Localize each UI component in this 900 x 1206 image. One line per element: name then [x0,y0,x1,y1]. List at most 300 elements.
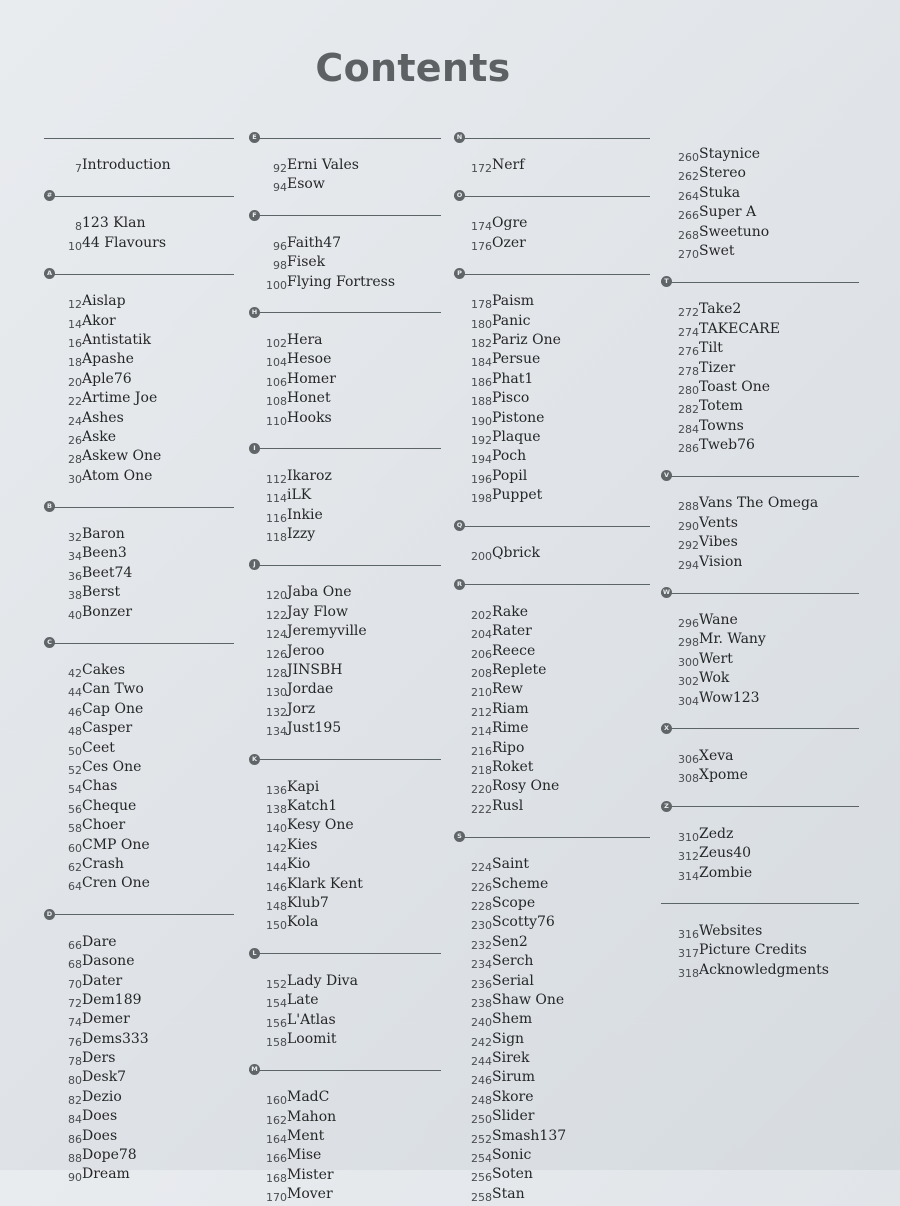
entry-name: Sirum [492,1069,536,1086]
entry-name: Artime Joe [82,390,158,407]
toc-entry [44,798,234,817]
section-letter-badge: S [454,831,465,842]
entry-name: Demer [82,1011,130,1028]
entry-name: Smash137 [492,1127,567,1144]
section-divider [454,254,650,293]
entry-name: Serch [492,953,534,970]
divider-line [454,138,650,139]
toc-section [249,740,441,934]
page-number: 242 [471,1035,492,1049]
page-number: 124 [266,628,287,642]
page-number: 114 [266,492,287,506]
page-number: 318 [678,966,699,980]
entry-name: Stuka [699,184,741,201]
page-number: 102 [266,336,287,350]
toc-section [249,545,441,739]
toc-section [661,884,859,981]
section-divider [661,262,859,301]
entry-name: Staynice [699,146,761,162]
entry-name: Klub7 [287,894,329,911]
toc-entry [44,817,234,836]
toc-entry [661,360,859,379]
entry-name: Desk7 [82,1069,127,1086]
toc-entry [44,565,234,584]
page-number: 22 [68,395,82,409]
entry-name: Inkie [287,506,323,523]
toc-section [454,817,650,1205]
entry-name: Rime [492,720,529,737]
divider-line [249,138,441,139]
toc-entry [44,1050,234,1069]
toc-entry [249,623,441,642]
toc-entry [44,681,234,700]
page-number: 96 [273,239,287,253]
toc-entry [454,429,650,448]
section-divider [44,176,234,215]
section-letter-badge: M [249,1064,260,1075]
page-number: 178 [471,298,492,312]
entry-name: Wert [699,650,733,667]
page-number: 208 [471,667,492,681]
toc-entry [44,875,234,894]
toc-entry [249,410,441,429]
entry-name: Chas [82,778,118,795]
entry-name: Persue [492,351,541,368]
toc-entry [44,934,234,953]
page-number: 16 [68,336,82,350]
entry-name: Ogre [492,215,528,232]
page-number: 8 [75,220,82,234]
entry-name: Apashe [82,351,134,368]
page-number: 188 [471,395,492,409]
toc-entry [661,379,859,398]
section-divider [661,787,859,826]
page-number: 94 [273,181,287,195]
section-divider [661,884,859,923]
toc-entry [661,204,859,223]
page-number: 24 [68,414,82,428]
toc-entry [661,631,859,650]
entry-name: Roket [492,758,534,775]
toc-entry [661,767,859,786]
page-number: 28 [68,453,82,467]
entry-name: Shem [492,1011,533,1028]
entry-name: Dasone [82,953,135,970]
toc-entry [661,554,859,573]
toc-entry [454,953,650,972]
entry-name: Erni Vales [287,157,359,173]
page-number: 10 [68,239,82,253]
entry-name: Antistatik [82,331,151,348]
entry-name: Toast One [699,378,771,395]
page-number: 68 [68,958,82,972]
page-number: 154 [266,997,287,1011]
page-number: 272 [678,306,699,320]
page-number: 20 [68,375,82,389]
toc-entry [44,293,234,312]
entry-name: Qbrick [492,545,540,562]
toc-entry [44,332,234,351]
entry-name: Tilt [699,340,723,357]
page-number: 142 [266,841,287,855]
entry-name: Stereo [699,165,746,182]
page-number: 42 [68,667,82,681]
entry-name: Picture Credits [699,942,807,959]
page-number: 50 [68,744,82,758]
toc-column-4 [661,146,859,981]
entry-name: Dare [82,933,117,950]
toc-entry [44,1128,234,1147]
entry-name: Tweb76 [699,437,755,454]
page-number: 232 [471,938,492,952]
page-number: 216 [471,744,492,758]
toc-entry [249,526,441,545]
section-divider [454,506,650,545]
page-number: 132 [266,705,287,719]
page-number: 298 [678,636,699,650]
toc-section [454,506,650,564]
entry-name: Baron [82,526,125,543]
divider-line [661,593,859,594]
toc-entry [661,942,859,961]
entry-name: Panic [492,312,531,329]
toc-entry [44,1031,234,1050]
toc-entry [44,740,234,759]
entry-name: TAKECARE [699,320,780,337]
toc-section [661,573,859,709]
divider-line [249,215,441,216]
entry-name: Does [82,1127,118,1144]
toc-entry [661,670,859,689]
toc-entry [249,837,441,856]
page-number: 176 [471,239,492,253]
toc-entry [249,973,441,992]
section-letter-badge: I [249,443,260,454]
toc-entry [454,681,650,700]
page-number: 278 [678,364,699,378]
toc-entry [454,215,650,234]
page-number: 292 [678,539,699,553]
toc-entry [454,410,650,429]
entry-name: Nerf [492,157,525,173]
toc-entry [454,448,650,467]
toc-entry [249,507,441,526]
page-number: 12 [68,298,82,312]
page-number: 310 [678,830,699,844]
toc-entry [44,545,234,564]
toc-entry [44,1069,234,1088]
page-number: 30 [68,472,82,486]
page-number: 72 [68,996,82,1010]
entry-name: Aple76 [82,370,132,387]
toc-section [661,456,859,573]
toc-section [44,895,234,1186]
toc-entry [44,351,234,370]
toc-entry [44,371,234,390]
page-number: 220 [471,783,492,797]
toc-entry [249,254,441,273]
toc-entry [249,351,441,370]
page-number: 274 [678,325,699,339]
toc-entry [44,662,234,681]
toc-entry [44,526,234,545]
entry-name: Xeva [699,747,734,764]
toc-entry [661,321,859,340]
page-number: 120 [266,589,287,603]
toc-entry [44,778,234,797]
toc-section [249,196,441,293]
toc-section [249,293,441,429]
entry-name: Pariz One [492,331,561,348]
page-number: 238 [471,996,492,1010]
toc-entry [44,1011,234,1030]
entry-name: Rater [492,623,532,640]
toc-entry [661,437,859,456]
toc-entry [454,759,650,778]
page-number: 200 [471,550,492,564]
toc-entry [661,923,859,942]
section-divider [454,176,650,215]
divider-line [661,903,859,904]
page-number: 246 [471,1074,492,1088]
entry-name: Dezio [82,1088,122,1105]
entry-name: Sen2 [492,933,528,950]
entry-name: L'Atlas [287,1011,336,1028]
page-title: Contents [315,46,511,90]
toc-entry [454,1108,650,1127]
entry-name: Riam [492,700,529,717]
entry-name: JINSBH [287,662,343,679]
entry-name: Wane [699,612,738,629]
toc-entry [454,235,650,254]
divider-line [661,728,859,729]
toc-entry [249,1128,441,1147]
entry-name: Scope [492,894,536,911]
section-divider [249,196,441,235]
toc-entry [454,643,650,662]
entry-name: Bonzer [82,603,133,620]
section-letter-badge: L [249,948,260,959]
page-number: 150 [266,919,287,933]
entry-name: Mr. Wany [699,631,766,648]
entry-name: Been3 [82,545,127,562]
entry-name: Scotty76 [492,914,555,931]
entry-name: Cren One [82,875,150,892]
entry-name: Klark Kent [287,875,363,892]
page-number: 296 [678,617,699,631]
page-number: 48 [68,725,82,739]
toc-entry [454,973,650,992]
toc-entry [44,701,234,720]
toc-entry [249,1031,441,1050]
page-number: 108 [266,395,287,409]
page-number: 84 [68,1113,82,1127]
entry-name: Honet [287,390,331,407]
section-letter-badge: Z [661,801,672,812]
page-number: 228 [471,899,492,913]
entry-name: Mise [287,1147,322,1164]
entry-name: Dems333 [82,1030,149,1047]
entry-name: Rusl [492,797,524,814]
entry-name: Vans The Omega [699,495,819,512]
page-number: 58 [68,822,82,836]
entry-name: Sweetuno [699,223,770,240]
section-letter-badge: X [661,723,672,734]
section-divider [454,118,650,157]
page-number: 118 [266,531,287,545]
entry-name: Rew [492,681,523,698]
toc-entry [454,895,650,914]
section-divider [249,1050,441,1089]
page-number: 214 [471,725,492,739]
toc-entry [661,224,859,243]
page-number: 98 [273,259,287,273]
page-number: 52 [68,763,82,777]
toc-entry [249,895,441,914]
toc-entry [454,856,650,875]
page-number: 106 [266,375,287,389]
toc-entry [44,390,234,409]
entry-name: Puppet [492,487,543,504]
entry-name: Ikaroz [287,467,332,484]
page-number: 224 [471,861,492,875]
toc-entry [249,856,441,875]
page-number: 148 [266,899,287,913]
entry-name: Wok [699,670,730,687]
toc-entry [454,1147,650,1166]
section-letter-badge: D [44,909,55,920]
page-number: 70 [68,977,82,991]
page-number: 82 [68,1093,82,1107]
entry-name: Aske [82,428,117,445]
entry-name: Jorz [287,700,316,717]
toc-entry [249,332,441,351]
divider-line [249,953,441,954]
toc-section [454,176,650,254]
entry-name: Jeremyville [287,623,367,640]
toc-entry [44,448,234,467]
entry-name: Zedz [699,825,734,842]
toc-entry [44,973,234,992]
page-number: 236 [471,977,492,991]
page-number: 212 [471,705,492,719]
divider-line [44,274,234,275]
entry-name: Aislap [82,293,126,310]
page-number: 128 [266,667,287,681]
toc-entry [44,157,234,176]
page-number: 166 [266,1152,287,1166]
toc-entry [454,487,650,506]
page-number: 196 [471,472,492,486]
toc-entry [249,817,441,836]
section-letter-badge: # [44,190,55,201]
page-number: 158 [266,1035,287,1049]
page-number: 312 [678,850,699,864]
entry-name: Plaque [492,428,541,445]
entry-name: Poch [492,448,527,465]
page-number: 282 [678,403,699,417]
entry-name: Ders [82,1050,116,1067]
divider-line [44,196,234,197]
entry-name: Jay Flow [287,603,348,620]
section-divider [661,709,859,748]
page-number: 306 [678,752,699,766]
toc-entry [249,390,441,409]
entry-name: Vision [699,553,743,570]
toc-entry [454,313,650,332]
entry-name: Wow123 [699,689,760,706]
entry-name: Paism [492,293,535,310]
entry-name: Towns [699,417,744,434]
section-divider [249,934,441,973]
toc-section [44,623,234,895]
page-number: 60 [68,841,82,855]
page-number: 138 [266,802,287,816]
toc-entry [454,720,650,739]
page-number: 290 [678,519,699,533]
entry-name: Xpome [699,767,748,784]
page-number: 146 [266,880,287,894]
entry-name: Totem [699,398,743,415]
page-number: 248 [471,1093,492,1107]
entry-name: Soten [492,1166,533,1183]
entry-name: Sirek [492,1050,530,1067]
section-divider [249,118,441,157]
page-number: 34 [68,550,82,564]
entry-name: Kola [287,914,319,931]
toc-entry [249,1109,441,1128]
page-number: 182 [471,336,492,350]
toc-entry [661,748,859,767]
page-number: 288 [678,500,699,514]
toc-section [249,934,441,1051]
entry-name: Ces One [82,758,142,775]
entry-name: Ashes [82,409,124,426]
toc-section [44,176,234,254]
section-letter-badge: A [44,268,55,279]
toc-section [249,429,441,546]
entry-name: Crash [82,855,124,872]
section-letter-badge: O [454,190,465,201]
toc-entry [454,390,650,409]
page-number: 100 [266,278,287,292]
entry-name: Kio [287,856,311,873]
toc-entry [44,468,234,487]
toc-section [454,118,650,176]
entry-name: Phat1 [492,370,534,387]
divider-line [44,138,234,139]
divider-line [249,312,441,313]
section-divider [661,573,859,612]
toc-entry [249,798,441,817]
page-number: 90 [68,1171,82,1185]
toc-entry [661,398,859,417]
divider-line [454,526,650,527]
section-divider [249,545,441,584]
page-number: 276 [678,345,699,359]
toc-entry [249,643,441,662]
toc-entry [661,534,859,553]
entry-name: Dope78 [82,1147,137,1164]
entry-name: Hera [287,331,323,348]
entry-name: Cap One [82,700,144,717]
toc-section [454,565,650,817]
entry-name: Flying Fortress [287,273,396,290]
toc-entry [249,176,441,195]
page-number: 264 [678,189,699,203]
toc-column-1 [44,118,234,1186]
toc-entry [249,1012,441,1031]
